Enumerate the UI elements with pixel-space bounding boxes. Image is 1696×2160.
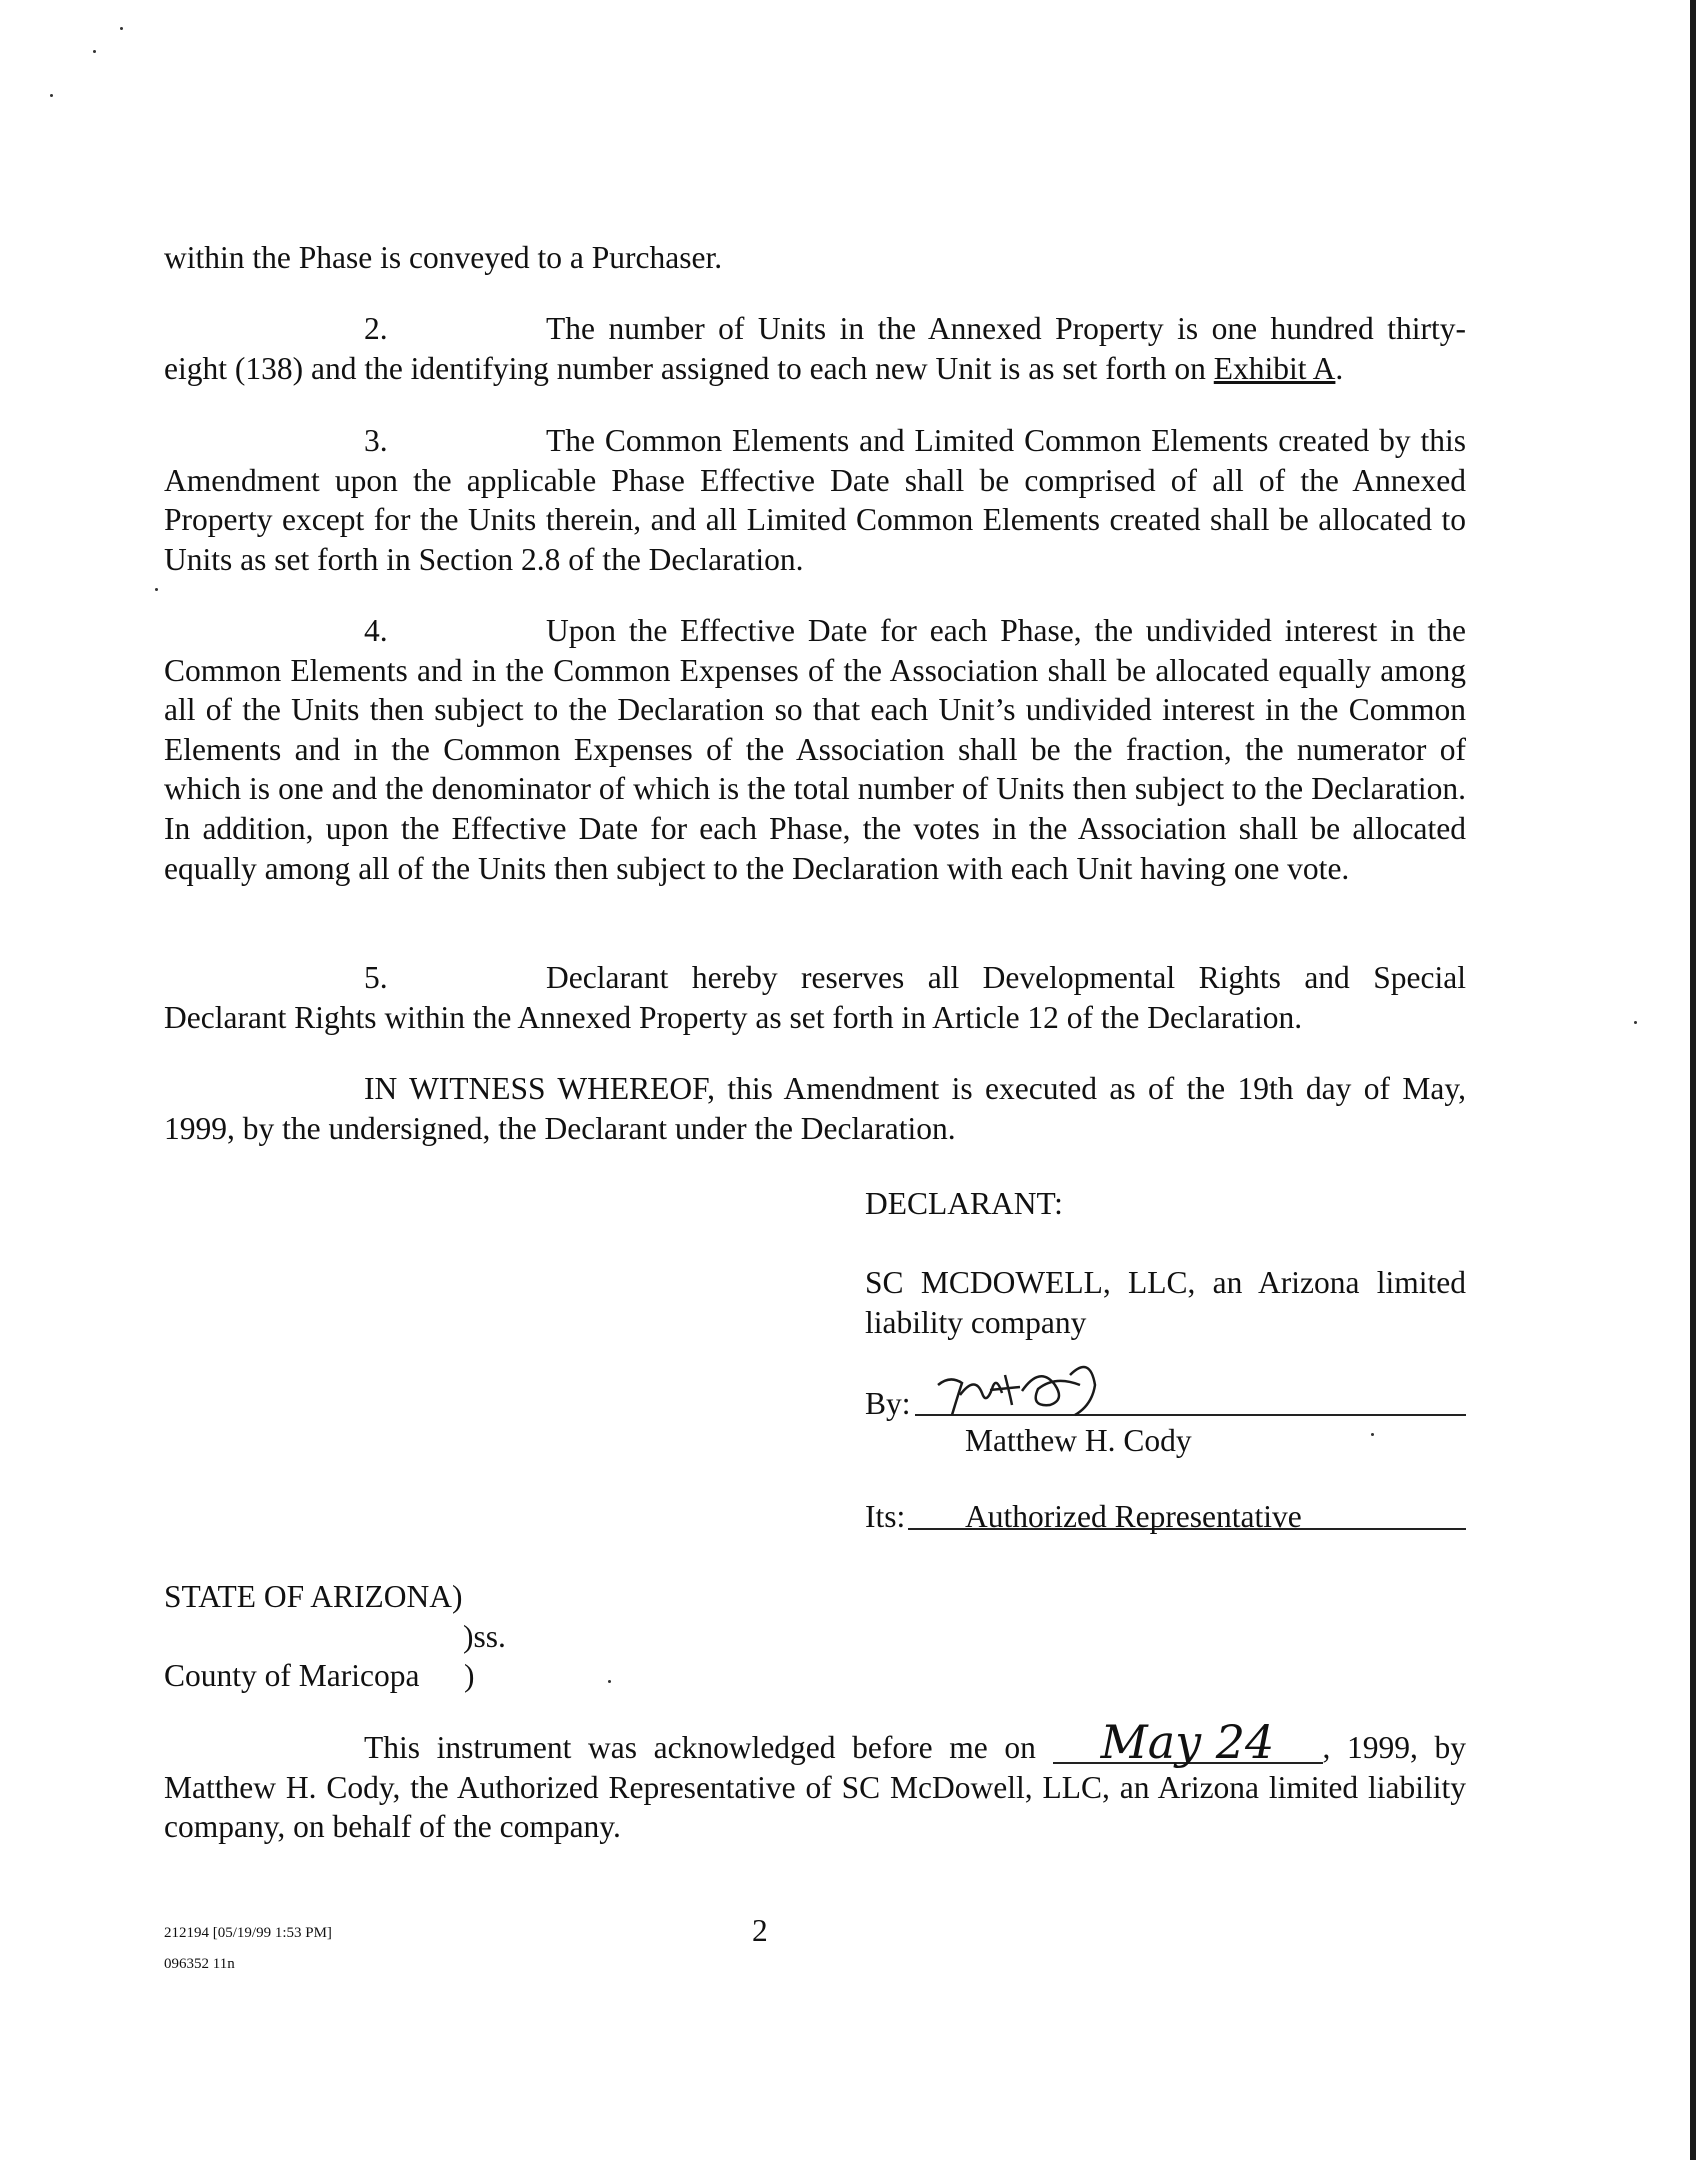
label-text: By:: [865, 1386, 911, 1421]
its-label: [865, 1497, 945, 1537]
scan-speck: [120, 27, 123, 30]
signer-name: [965, 1421, 1465, 1461]
paragraph-number: 4.: [364, 613, 388, 648]
paren-text: ): [464, 1658, 475, 1693]
by-label: [865, 1384, 925, 1424]
paragraph-text: Upon the Effective Date for each Phase, the undivided interest in the Common Elements and in the Common Expenses of the Association shall be allocated equally among all of the Units then subject to the Declaration so that each Unit’s undivided interest in the Common Elements and in the Common Expenses of the Association shall be the fraction, the numerator of which is one and the denominator of which is the total number of Units then subject to the Declaration. In addition, upon the Effective Date for each Phase, the votes in the Association shall be allocated equally among all of the Units then subject to the Declaration with each Unit having one vote.: [164, 613, 1466, 886]
title-text: Authorized Representative: [965, 1499, 1302, 1534]
file-code-text: 096352 11n: [164, 1956, 235, 1972]
venue-ss: [463, 1617, 763, 1657]
paragraph-text: Declarant hereby reserves all Developmental Rights and Special Declarant Rights within the Annexed Property as set forth in Article 12 of the Declaration.: [164, 960, 1466, 1035]
scan-speck: [50, 94, 53, 97]
acknowledgment-paragraph: [164, 1715, 1467, 1847]
handwritten-date: May 24: [1100, 1715, 1275, 1769]
paragraph-text: The Common Elements and Limited Common Elements created by this Amendment upon the applicable Phase Effective Date shall be comprised of all of the Annexed Property except for the Units therein, and all Limited Common Elements created shall be allocated to Units as set forth in Section 2.8 of the Declaration.: [164, 423, 1466, 577]
company-name: [865, 1263, 1466, 1342]
paragraph-text: .: [1335, 350, 1344, 386]
scan-speck: [1634, 1021, 1637, 1024]
page-number-text: 2: [752, 1913, 768, 1948]
label-text: DECLARANT:: [865, 1186, 1063, 1221]
scan-edge: [1690, 0, 1696, 2160]
paragraph-number: 3.: [364, 423, 388, 458]
label-text: Its:: [865, 1499, 906, 1534]
paragraph-5: [164, 958, 1466, 1037]
acknowledgment-text: , 1999, by Matthew H. Cody, the Authorized Representative of SC McDowell, LLC, an Arizona limited liability company, on behalf of the company.: [164, 1730, 1467, 1845]
footer-file-code: [164, 1953, 364, 1975]
paragraph-number: 2.: [364, 311, 388, 346]
paragraph-text: within the Phase is conveyed to a Purchaser.: [164, 240, 723, 275]
paragraph-number: 5.: [364, 960, 388, 995]
signer-title: [965, 1497, 1465, 1537]
paragraph-text: The number of Units in the Annexed Property is one hundred thirty-eight (138) and the identifying number assigned to each new Unit is as set forth on: [164, 311, 1466, 386]
venue-county-paren: [464, 1656, 504, 1696]
paragraph-2: [164, 309, 1466, 388]
county-text: County of Maricopa: [164, 1658, 420, 1693]
paragraph-text: IN WITNESS WHEREOF, this Amendment is executed as of the 19th day of May, 1999, by the undersigned, the Declarant under the Declaration.: [164, 1071, 1466, 1146]
paragraph-4: [164, 611, 1466, 888]
handwritten-signature: [930, 1345, 1170, 1425]
state-text: STATE OF ARIZONA): [164, 1579, 463, 1614]
name-text: Matthew H. Cody: [965, 1423, 1192, 1458]
scan-speck: [93, 50, 96, 53]
ss-text: )ss.: [463, 1619, 506, 1654]
acknowledgment-text: This instrument was acknowledged before me on: [364, 1730, 1036, 1765]
exhibit-reference: Exhibit A: [1213, 350, 1336, 386]
footer-doc-id: [164, 1922, 464, 1944]
declarant-label: [865, 1184, 1466, 1224]
venue-county: [164, 1656, 484, 1696]
page-number: [752, 1911, 812, 1951]
acknowledgment-date-line: [1053, 1715, 1323, 1769]
paragraph-3: [164, 421, 1466, 579]
company-text: SC MCDOWELL, LLC, an Arizona limited liability company: [865, 1265, 1466, 1340]
venue-state: [164, 1577, 1466, 1617]
scan-speck: [608, 1680, 611, 1683]
doc-id-text: 212194 [05/19/99 1:53 PM]: [164, 1925, 332, 1941]
scan-speck: [155, 588, 158, 591]
witness-paragraph: [164, 1069, 1466, 1148]
paragraph-1-continuation: [164, 238, 1466, 278]
